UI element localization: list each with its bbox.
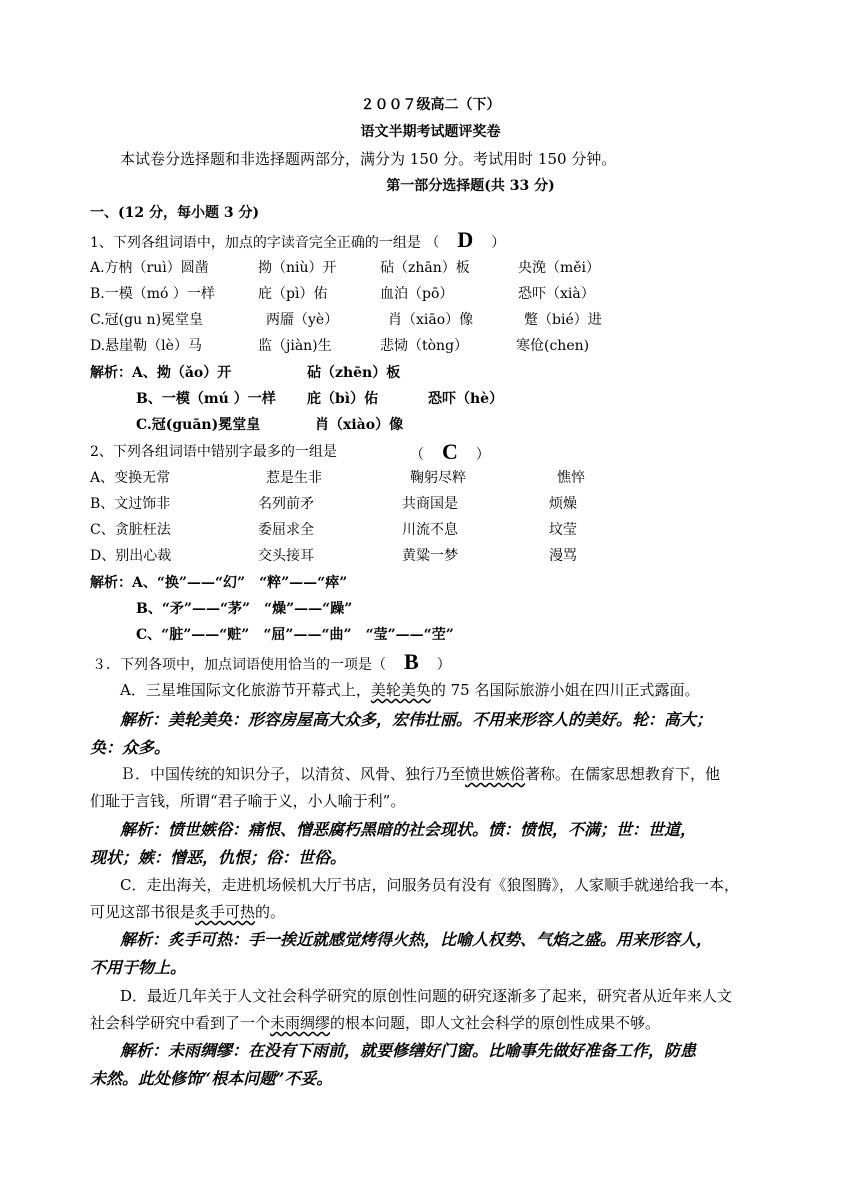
- q2-option-c-4: 坟莹: [549, 522, 577, 538]
- question-2-stem: [90, 442, 337, 462]
- question-1-stem: [90, 227, 506, 253]
- q3-option-d-line1: D．最近几年关于人文社会科学研究的原创性问题的研究逐渐多了起来，研究者从近年来人文: [120, 987, 733, 1005]
- q1-option-b-1: B.一模（mó ）一样: [90, 286, 215, 302]
- q2-option-d-2: 交头接耳: [258, 548, 314, 564]
- q1-analysis-3b: 肖（xiào）像: [315, 417, 404, 433]
- q3-analysis-c-1: 解析：炙手可热：手一挨近就感觉烤得火热，比喻人权势、气焰之盛。用来形容人，: [120, 930, 713, 949]
- question-2-answer: C: [442, 439, 458, 464]
- q1-analysis-1b: 砧（zhēn）板: [307, 365, 401, 381]
- q1-analysis-2b: 庇（bì）佑: [307, 391, 379, 407]
- q3-option-a: [120, 680, 699, 700]
- question-3-close: ）: [436, 657, 451, 673]
- q3-option-d-post: 的根本问题，即人文社会科学的原创性成果不够。: [330, 1014, 661, 1032]
- q3-analysis-c-2: 不用于物上。: [90, 958, 187, 977]
- question-1-close: ）: [491, 235, 506, 251]
- q1-analysis-3a: C.冠(guān)冕堂皇: [136, 417, 261, 433]
- section-one-heading: 一、(12 分，每小题 3 分): [90, 205, 260, 221]
- q3-option-b-line1: [120, 764, 720, 784]
- q2-option-a-1: A、变换无常: [90, 470, 171, 486]
- q1-option-d-4: 寒伧(chen): [516, 338, 590, 354]
- q2-option-b-3: 共商国是: [402, 496, 458, 512]
- exam-title-grade: ２００７级高二（下）: [360, 97, 501, 113]
- q2-analysis-3: C、“脏”——“赃” “屈”——“曲” “莹”——“茔”: [136, 627, 454, 643]
- question-1-answer: D: [457, 227, 474, 252]
- q1-analysis-2c: 恐吓（hè）: [428, 391, 504, 407]
- question-3-text: ３．下列各项中，加点词语使用恰当的一项是（: [92, 657, 386, 673]
- q3-option-b-post: 著称。在儒家思想教育下，他: [525, 765, 721, 783]
- q2-option-a-3: 鞠躬尽粹: [410, 470, 466, 486]
- q2-option-c-2: 委屈求全: [258, 522, 314, 538]
- q3-analysis-b-1: 解析：愤世嫉俗：痛恨、憎恶腐朽黑暗的社会现状。愤：愤恨，不满；世：世道，: [120, 820, 697, 839]
- q3-option-c-line2: [90, 902, 285, 922]
- q3-analysis-a-2: 奂：众多。: [90, 738, 171, 757]
- q3-option-c-post: 的。: [255, 903, 286, 921]
- q1-option-c-2: 两靥（yè）: [266, 312, 339, 328]
- q1-option-c-1: C.冠(gu n)冕堂皇: [90, 312, 204, 328]
- q1-analysis-1a: 解析：A、拗（ǎo）开: [90, 365, 232, 381]
- q3-option-c-pre: 可见这部书很是: [90, 903, 196, 921]
- q2-option-d-4: 漫骂: [549, 548, 577, 564]
- q3-option-c-line1: C．走出海关，走进机场候机大厅书店，问服务员有没有《狼图腾》，人家顺手就递给我一本，: [120, 876, 739, 894]
- q1-option-d-1: D.悬崖勒（lè）马: [90, 338, 202, 354]
- question-2-answer-box: [410, 439, 490, 465]
- q1-option-d-3: 悲恸（tòng）: [380, 338, 469, 354]
- q2-option-c-3: 川流不息: [402, 522, 458, 538]
- part-one-heading: 第一部分选择题(共 33 分): [386, 178, 555, 194]
- q2-option-b-4: 烦燥: [549, 496, 577, 512]
- q2-option-a-4: 憔悴: [557, 470, 585, 486]
- exam-intro: 本试卷分选择题和非选择题两部分，满分为 150 分。考试用时 150 分钟。: [120, 150, 617, 168]
- q2-option-a-2: 惹是生非: [266, 470, 322, 486]
- q2-analysis-1: 解析：A、“换”——“幻” “粹”——“瘁”: [90, 575, 348, 591]
- q3-option-a-term: 美轮美奂: [370, 681, 431, 699]
- q2-option-d-3: 黄粱一梦: [402, 548, 458, 564]
- q3-analysis-d-1: 解析：未雨绸缪：在没有下雨前，就要修缮好门窗。比喻事先做好准备工作，防患: [120, 1041, 697, 1060]
- q1-option-c-3: 肖（xiāo）像: [388, 312, 474, 328]
- q1-option-b-2: 庇（pì）佑: [258, 286, 328, 302]
- question-2-open: （: [410, 447, 424, 463]
- q3-option-d-term: 未雨绸缪: [270, 1014, 331, 1032]
- q3-option-a-pre: A．三星堆国际文化旅游节开幕式上，: [120, 681, 371, 699]
- q2-analysis-2: B、“矛”——“茅” “燥”——“躁”: [136, 601, 353, 617]
- question-3-stem: [92, 649, 451, 675]
- q1-option-a-4: 央浼（měi）: [518, 260, 601, 276]
- q1-option-c-4: 蹩（bié）进: [524, 312, 602, 328]
- q1-option-b-4: 恐吓（xià）: [518, 286, 595, 302]
- q2-option-b-1: B、文过饰非: [90, 496, 171, 512]
- q2-option-b-2: 名列前矛: [258, 496, 314, 512]
- q1-analysis-2a: B、一模（mú ）一样: [136, 391, 276, 407]
- exam-title: 语文半期考试题评奖卷: [360, 124, 501, 140]
- q1-option-d-2: 监（jiàn)生: [258, 338, 332, 354]
- q3-option-c-term: 炙手可热: [195, 903, 256, 921]
- q3-option-b-term: 愤世嫉俗: [465, 765, 526, 783]
- q2-option-c-1: C、贪脏枉法: [90, 522, 171, 538]
- q3-analysis-d-2: 未然。此处修饰“根本问题”不妥。: [90, 1069, 333, 1088]
- q3-option-d-pre: 社会科学研究中看到了一个: [90, 1014, 271, 1032]
- q3-option-b-pre: Ｂ．中国传统的知识分子，以清贫、风骨、独行乃至: [120, 765, 466, 783]
- question-3-answer: B: [404, 649, 419, 674]
- q1-option-a-3: 砧（zhān）板: [380, 260, 470, 276]
- question-2-text: 2、下列各组词语中错别字最多的一组是: [90, 444, 337, 460]
- q1-option-b-3: 血泊（pō）: [380, 286, 454, 302]
- q1-option-a-2: 拗（niù）开: [258, 260, 337, 276]
- q3-option-d-line2: [90, 1013, 660, 1033]
- q3-option-a-post: 的 75 名国际旅游小姐在四川正式露面。: [430, 681, 700, 699]
- q1-option-a-1: A.方枘（ruì）圆凿: [90, 260, 209, 276]
- q3-analysis-b-2: 现状；嫉：憎恶，仇恨；俗：世俗。: [90, 848, 347, 867]
- q2-option-d-1: D、别出心裁: [90, 548, 172, 564]
- q3-analysis-a-1: 解析：美轮美奂：形容房屋高大众多，宏伟壮丽。不用来形容人的美好。轮：高大；: [120, 710, 713, 729]
- question-1-text: 1、下列各组词语中，加点的字读音完全正确的一组是 （: [90, 235, 440, 251]
- q3-option-b-line2: 们耻于言钱，所谓“君子喻于义，小人喻于利”。: [90, 792, 406, 810]
- question-2-close: ）: [475, 447, 490, 463]
